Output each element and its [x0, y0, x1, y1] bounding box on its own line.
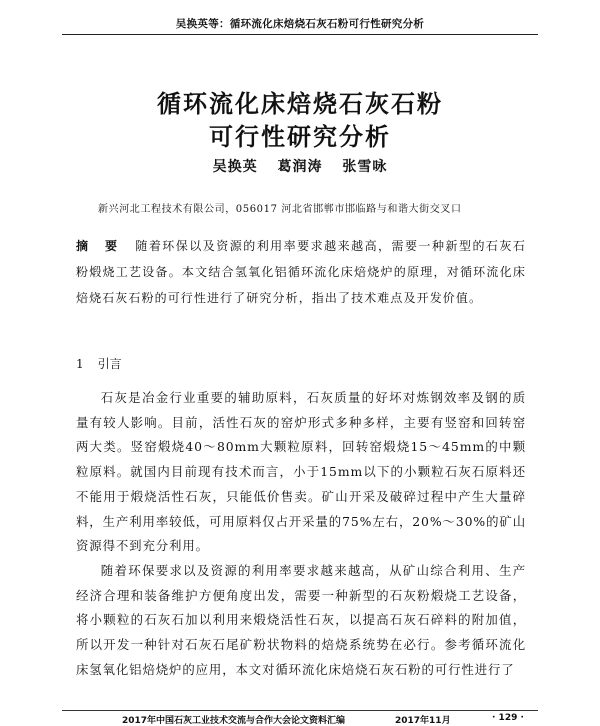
page-number: · 129 · [492, 713, 524, 723]
header-rule [62, 34, 538, 35]
authors: 吴换英 葛润涛 张雪咏 [212, 159, 388, 175]
abstract [76, 233, 526, 311]
affiliation: 新兴河北工程技术有限公司，056017 河北省邯郸市邯临路与和谐大街交叉口 [98, 204, 462, 215]
body-text [76, 386, 526, 682]
paper-title-line-2: 可行性研究分析 [209, 123, 391, 151]
section-heading [76, 355, 122, 372]
body-paragraph: 随着环保要求以及资源的利用率要求越来越高，从矿山综合利用、生产经济合理和装备维护方便角度出发，需要一种新型的石灰粉煅烧工艺设备，将小颗粒的石灰石加以利用来煅烧活性石灰，以提高石灰石碎料的附加值，所以开发一种针对石灰石尾矿粉状物料的焙烧系统势在必行。参考循环流化床氢氧化铝焙烧炉的应用，本文对循环流化床焙烧石灰石粉的可行性进行了 [76, 562, 526, 677]
paper-title-line-1: 循环流化床焙烧石灰石粉 [157, 90, 443, 118]
abstract-text: 随着环保以及资源的利用率要求越来越高，需要一种新型的石灰石粉煅烧工艺设备。本文结合氢氧化铝循环流化床焙烧炉的原理，对循环流化床焙烧石灰石粉的可行性进行了研究分析，指出了技术难点及开发价值。 [76, 239, 527, 305]
section-title: 引言 [97, 357, 122, 371]
footer-date: 2017年11月 [395, 716, 451, 726]
section-number: 1 [76, 357, 84, 371]
running-head: 吴换英等：循环流化床焙烧石灰石粉可行性研究分析 [175, 18, 425, 30]
footer-rule [62, 710, 538, 711]
footer-publication: 2017年中国石灰工业技术交流与合作大会论文资料汇编 [122, 716, 346, 726]
body-paragraph: 石灰是冶金行业重要的辅助原料，石灰质量的好坏对炼钢效率及钢的质量有较人影响。目前，活性石灰的窑炉形式多种多样，主要有竖窑和回转窑两大类。竖窑煅烧40～80mm大颗粒原料，回转窑煅烧15～45mm的中颗粒原料。就国内目前现有技术而言，小于15mm以下的小颗粒石灰石原料还不能用于煅烧活性石灰，只能低价售卖。矿山开采及破碎过程中产生大量碎料，生产利用率较低，可用原料仅占开采量的75%左右，20%～30%的矿山资源得不到充分利用。 [76, 390, 526, 554]
abstract-label: 摘 要 [76, 239, 124, 253]
